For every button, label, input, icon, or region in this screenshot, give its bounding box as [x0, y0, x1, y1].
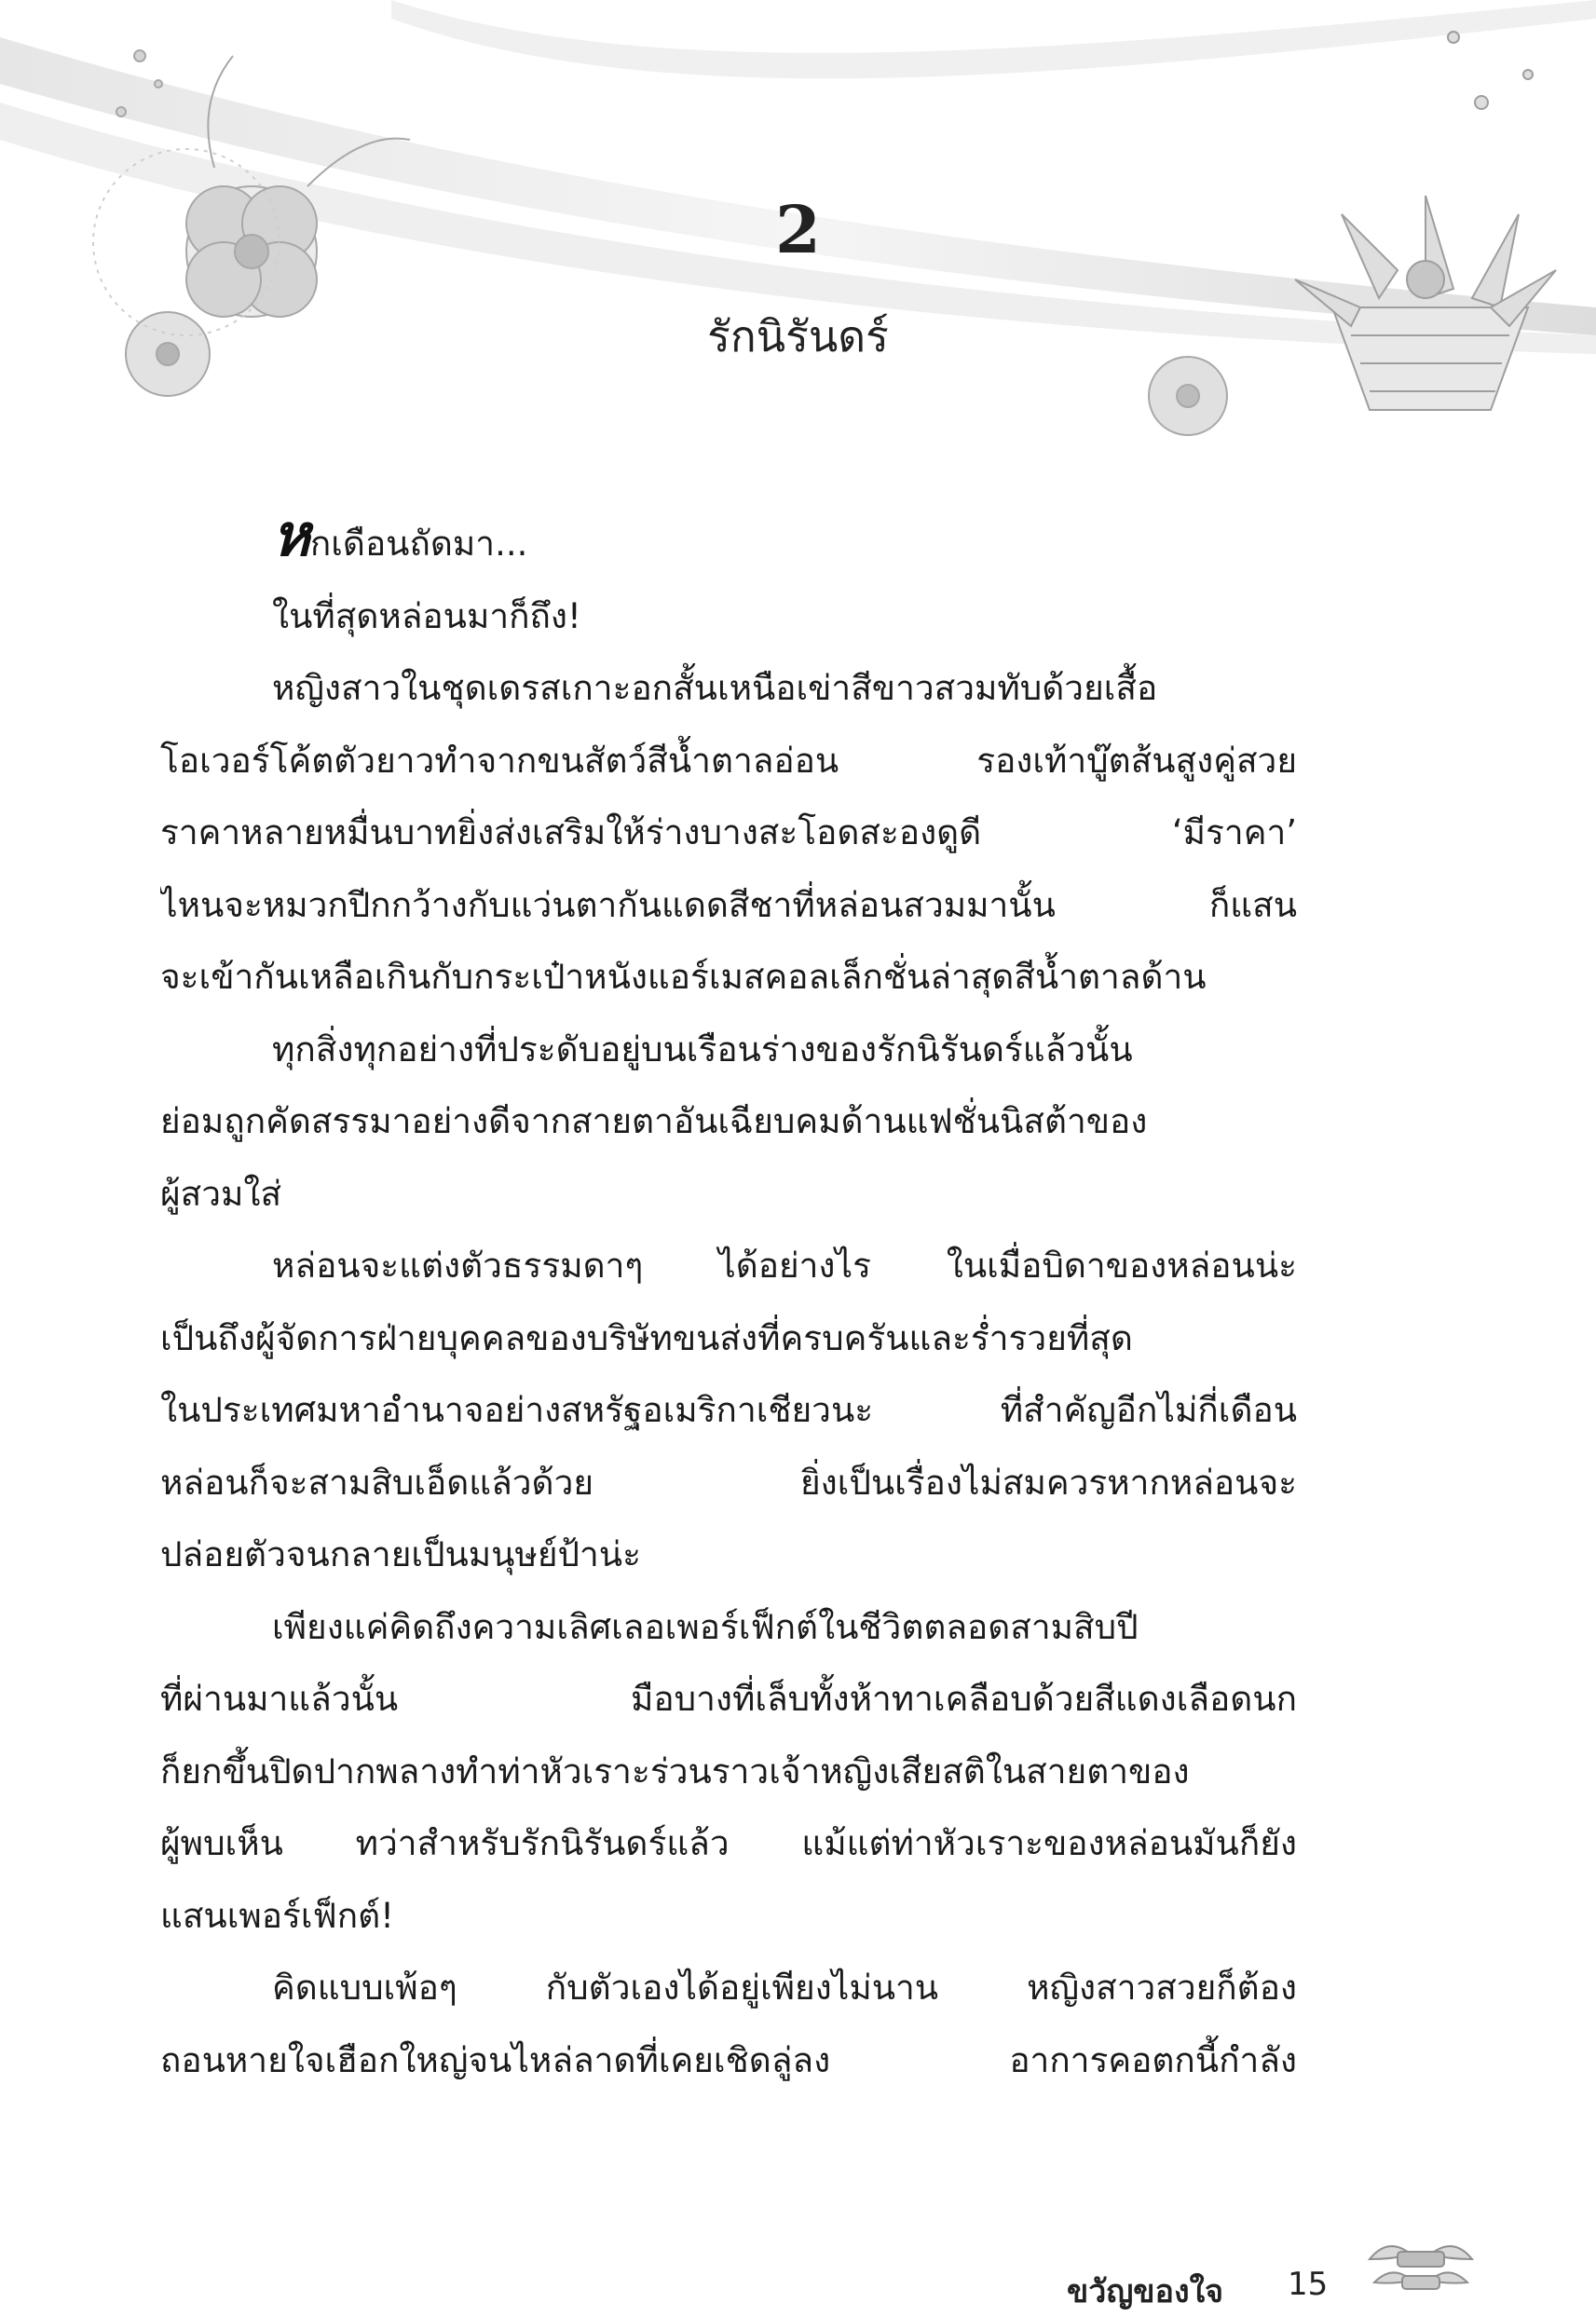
paragraph-line: ราคาหลายหมื่นบาทยิ่งส่งเสริมให้ร่างบางสะโอดสะองดูดี ‘มีราคา’ — [160, 812, 1297, 852]
winged-emblem-icon — [1360, 2231, 1481, 2306]
paragraph-line: ปล่อยตัวจนกลายเป็นมนุษย์ป้าน่ะ — [160, 1534, 641, 1574]
paragraph-line: ผู้พบเห็น ทว่าสำหรับรักนิรันดร์แล้ว แม้แต่ท่าหัวเราะของหล่อนมันก็ยัง — [160, 1823, 1297, 1863]
paragraph-line: ก็ยกขึ้นปิดปากพลางทำท่าหัวเราะร่วนราวเจ้าหญิงเสียสติในสายตาของ — [160, 1751, 1190, 1791]
paragraph-line: โอเวอร์โค้ตตัวยาวทำจากขนสัตว์สีน้ำตาลอ่อน รองเท้าบู๊ตส้นสูงคู่สวย — [160, 740, 1297, 781]
chapter-number: 2 — [775, 191, 821, 268]
line-text: กเดือนถัดมา... — [309, 524, 528, 564]
paragraph-line: เป็นถึงผู้จัดการฝ่ายบุคคลของบริษัทขนส่งที่ครบครันและร่ำรวยที่สุด — [160, 1317, 1133, 1358]
footer-book-title: ขวัญของใจ — [1067, 2273, 1224, 2310]
chapter-body — [160, 501, 1409, 2096]
paragraph-line: ไหนจะหมวกปีกกว้างกับแว่นตากันแดดสีชาที่หล่อนสวมมานั้น ก็แสน — [160, 884, 1297, 925]
paragraph-line: จะเข้ากันเหลือเกินกับกระเป๋าหนังแอร์เมสคอลเล็กชั่นล่าสุดสีน้ำตาลด้าน — [160, 957, 1207, 997]
paragraph-line: หล่อนก็จะสามสิบเอ็ดแล้วด้วย ยิ่งเป็นเรื่องไม่สมควรหากหล่อนจะ — [160, 1462, 1297, 1503]
paragraph-line: ในที่สุดหล่อนมาก็ถึง! — [272, 595, 581, 636]
paragraph-line: แสนเพอร์เฟ็กต์! — [160, 1895, 394, 1936]
paragraph-line: ย่อมถูกคัดสรรมาอย่างดีจากสายตาอันเฉียบคมด้านแฟชั่นนิสต้าของ — [160, 1101, 1148, 1141]
page-number: 15 — [1288, 2266, 1329, 2303]
paragraph-line: ที่ผ่านมาแล้วนั้น มือบางที่เล็บทั้งห้าทาเคลือบด้วยสีแดงเลือดนก — [160, 1679, 1297, 1719]
paragraph-line: คิดแบบเพ้อๆ กับตัวเองได้อยู่เพียงไม่นาน หญิงสาวสวยก็ต้อง — [272, 1968, 1297, 2008]
paragraph-line: เพียงแค่คิดถึงความเลิศเลอเพอร์เฟ็กต์ในชีวิตตลอดสามสิบปี — [272, 1606, 1139, 1647]
paragraph-line: หล่อนจะแต่งตัวธรรมดาๆ ได้อย่างไร ในเมื่อบิดาของหล่อนน่ะ — [272, 1246, 1297, 1286]
paragraph-line: ทุกสิ่งทุกอย่างที่ประดับอยู่บนเรือนร่างของรักนิรันดร์แล้วนั้น — [272, 1029, 1133, 1069]
chapter-title: รักนิรันดร์ — [707, 311, 889, 361]
paragraph-line: ผู้สวมใส่ — [160, 1173, 282, 1214]
paragraph-line — [160, 501, 1409, 580]
drop-cap: ห — [272, 501, 310, 569]
paragraph-line: ถอนหายใจเฮือกใหญ่จนไหล่ลาดที่เคยเชิดลู่ลง อาการคอตกนี้กำลัง — [160, 2039, 1297, 2080]
paragraph-line: หญิงสาวในชุดเดรสเกาะอกสั้นเหนือเข่าสีขาวสวมทับด้วยเสื้อ — [272, 668, 1158, 708]
paragraph-line: ในประเทศมหาอำนาจอย่างสหรัฐอเมริกาเชียวนะ ที่สำคัญอีกไม่กี่เดือน — [160, 1390, 1297, 1430]
